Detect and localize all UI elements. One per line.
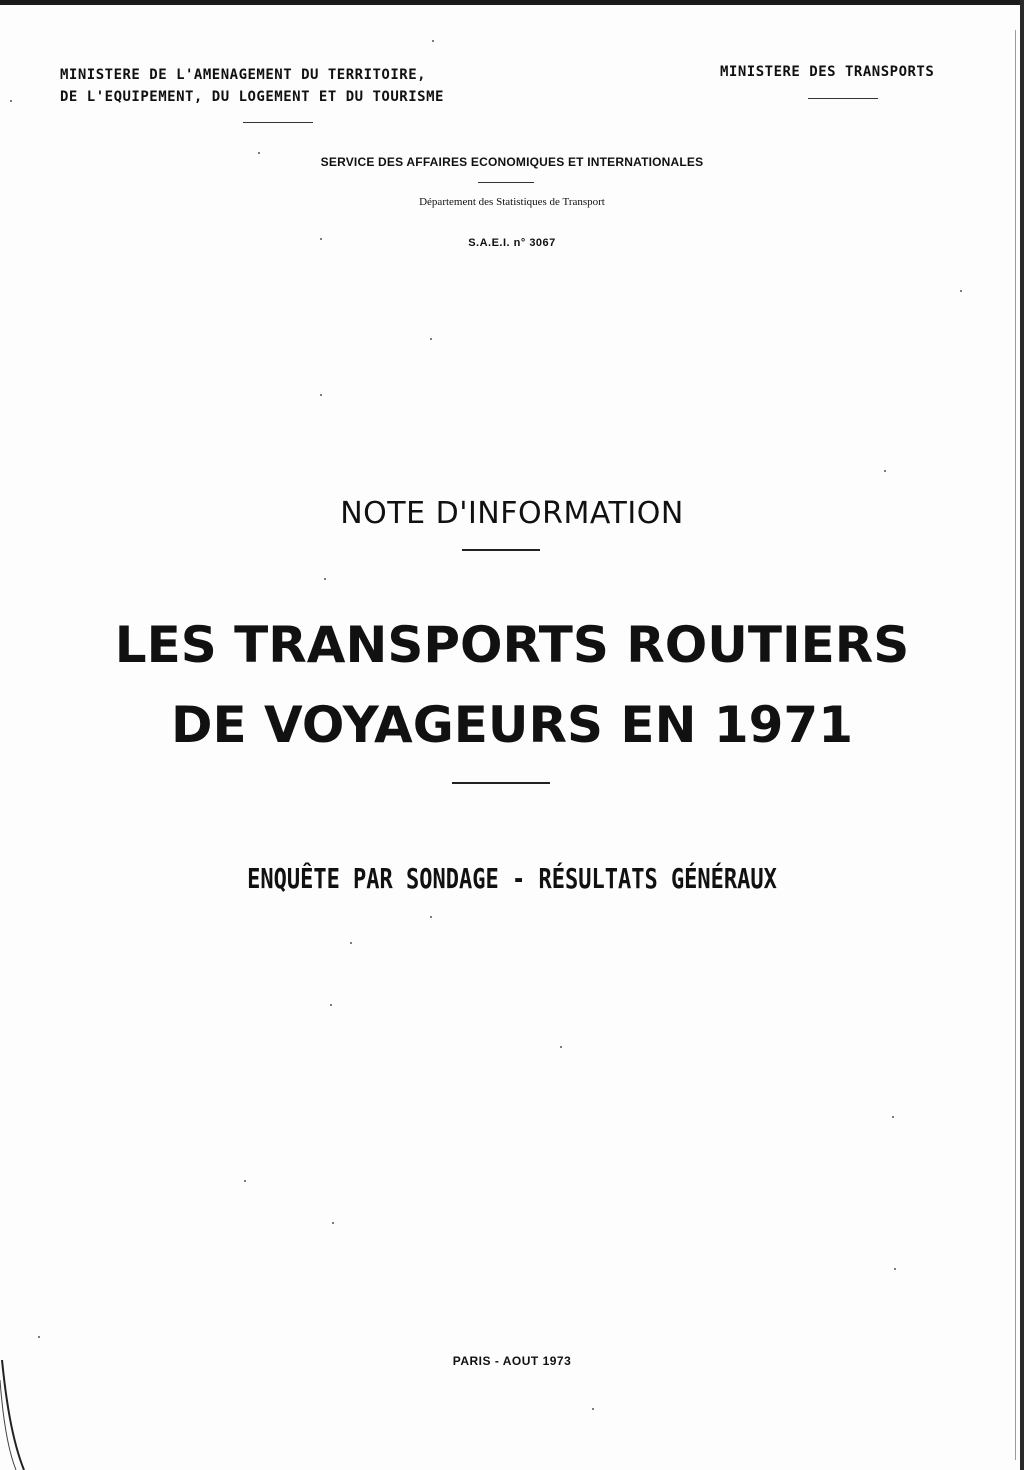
scan-speck bbox=[258, 152, 260, 154]
document-title-line2: DE VOYAGEURS EN 1971 bbox=[170, 696, 853, 754]
scan-speck bbox=[560, 1046, 562, 1048]
scan-speck bbox=[960, 290, 962, 292]
scan-speck bbox=[38, 1336, 40, 1338]
scan-speck bbox=[884, 470, 886, 472]
scan-speck bbox=[894, 1268, 896, 1270]
ministry-right-rule bbox=[808, 98, 878, 99]
scan-speck bbox=[350, 942, 352, 944]
scan-speck bbox=[430, 916, 432, 918]
ministry-left-line2: DE L'EQUIPEMENT, DU LOGEMENT ET DU TOURISME bbox=[60, 89, 444, 105]
document-subtitle: ENQUÊTE PAR SONDAGE - RÉSULTATS GÉNÉRAUX bbox=[247, 864, 777, 896]
ministry-header-right bbox=[720, 64, 980, 80]
ministry-left-rule bbox=[243, 122, 313, 123]
service-department: Département des Statistiques de Transport bbox=[419, 196, 605, 208]
scan-speck bbox=[320, 394, 322, 396]
document-title-line1: LES TRANSPORTS ROUTIERS bbox=[114, 616, 910, 674]
scan-speck bbox=[332, 1222, 334, 1224]
scan-speck bbox=[430, 338, 432, 340]
scan-border-top bbox=[0, 0, 1024, 5]
note-rule bbox=[462, 549, 540, 551]
scan-speck bbox=[330, 1004, 332, 1006]
scan-speck bbox=[10, 100, 12, 102]
scan-speck bbox=[432, 40, 434, 42]
title-rule bbox=[452, 782, 550, 784]
scan-speck bbox=[892, 1116, 894, 1118]
service-rule bbox=[478, 182, 534, 183]
ministry-left-line1: MINISTERE DE L'AMENAGEMENT DU TERRITOIRE, bbox=[60, 67, 427, 83]
scan-speck bbox=[320, 238, 322, 240]
place-date: PARIS - AOUT 1973 bbox=[452, 1354, 572, 1368]
ministry-header-left bbox=[60, 64, 520, 108]
scan-speck bbox=[324, 578, 326, 580]
note-type-heading: NOTE D'INFORMATION bbox=[340, 496, 684, 531]
ministry-right-label: MINISTERE DES TRANSPORTS bbox=[720, 64, 935, 80]
scan-page-curl bbox=[0, 1360, 26, 1470]
scan-speck bbox=[244, 1180, 246, 1182]
scan-speck bbox=[592, 1408, 594, 1410]
service-title: SERVICE DES AFFAIRES ECONOMIQUES ET INTERNATIONALES bbox=[320, 155, 704, 169]
service-reference: S.A.E.I. n° 3067 bbox=[468, 237, 556, 249]
